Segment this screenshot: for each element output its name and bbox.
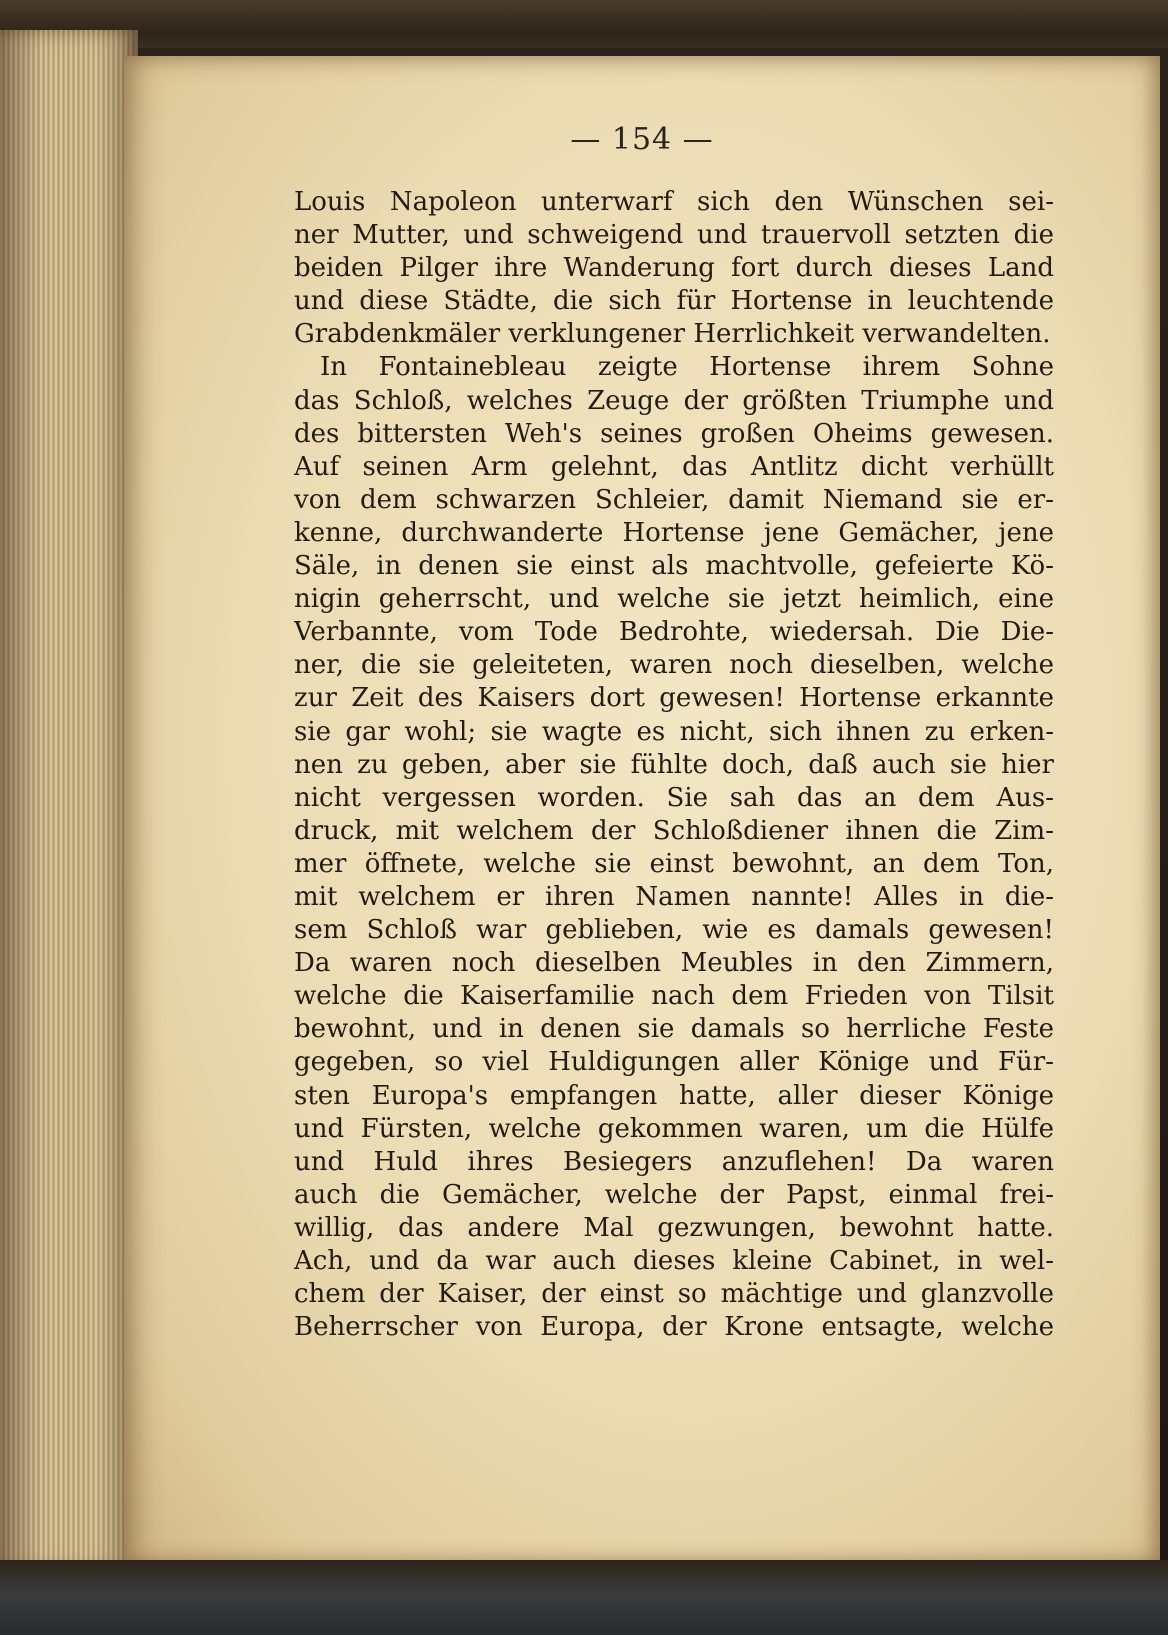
text-line: In Fontainebleau zeigte Hortense ihrem Sohne (320, 352, 1054, 383)
text-line: chem der Kaiser, der einst so mächtige und glanzvolle (294, 1279, 1054, 1310)
text-line: von dem schwarzen Schleier, damit Niemand sie er- (294, 484, 1054, 515)
text-line: auch die Gemächer, welche der Papst, einmal frei- (294, 1179, 1054, 1210)
book-page (124, 56, 1160, 1570)
text-line: kenne, durchwanderte Hortense jene Gemächer, jene (294, 517, 1054, 548)
page-edges (0, 30, 138, 1570)
text-line: und Huld ihres Besiegers anzuflehen! Da waren (294, 1146, 1054, 1177)
text-line: Grabdenkmäler verklungener Herrlichkeit verwandelten. (294, 319, 1051, 350)
text-line: sie gar wohl; sie wagte es nicht, sich ihnen zu erken- (294, 716, 1054, 747)
text-line: zur Zeit des Kaisers dort gewesen! Hortense erkannte (294, 683, 1054, 714)
text-line: gegeben, so viel Huldigungen aller Könige und Für- (294, 1047, 1054, 1078)
text-line: bewohnt, und in denen sie damals so herrliche Feste (294, 1014, 1054, 1045)
text-line: beiden Pilger ihre Wanderung fort durch dieses Land (294, 253, 1054, 284)
text-line: nigin geherrscht, und welche sie jetzt heimlich, eine (294, 584, 1054, 615)
text-line: Louis Napoleon unterwarf sich den Wünschen sei- (294, 187, 1054, 217)
text-line: Da waren noch dieselben Meubles in den Zimmern, (294, 948, 1054, 979)
body-text (294, 186, 1054, 1344)
text-line: und diese Städte, die sich für Hortense in leuchtende (294, 286, 1054, 317)
text-line: nen zu geben, aber sie fühlte doch, daß auch sie hier (294, 749, 1054, 780)
book-cover-top (0, 0, 1168, 48)
text-line: welche die Kaiserfamilie nach dem Frieden von Tilsit (294, 981, 1054, 1012)
text-line: mer öffnete, welche sie einst bewohnt, an dem Ton, (294, 848, 1054, 879)
text-line: des bittersten Weh's seines großen Oheims gewesen. (294, 418, 1054, 449)
text-line: das Schloß, welches Zeuge der größten Triumphe und (294, 385, 1054, 416)
text-line: Säle, in denen sie einst als machtvolle, gefeierte Kö- (294, 551, 1054, 582)
text-line: Auf seinen Arm gelehnt, das Antlitz dicht verhüllt (294, 451, 1054, 482)
book-cover-bottom (0, 1560, 1168, 1635)
text-line: druck, mit welchem der Schloßdiener ihnen die Zim- (294, 815, 1054, 846)
text-line: und Fürsten, welche gekommen waren, um die Hülfe (294, 1113, 1054, 1144)
text-line: nicht vergessen worden. Sie sah das an dem Aus- (294, 782, 1054, 813)
text-line: ner, die sie geleiteten, waren noch dieselben, welche (294, 650, 1054, 681)
text-line: Verbannte, vom Tode Bedrohte, wiedersah. Die Die- (294, 617, 1054, 648)
text-line: sem Schloß war geblieben, wie es damals gewesen! (294, 915, 1054, 946)
text-line: Ach, und da war auch dieses kleine Cabinet, in wel- (294, 1246, 1054, 1276)
text-line: Beherrscher von Europa, der Krone entsagte, welche (294, 1312, 1054, 1343)
page-number: — 154 — (570, 122, 714, 157)
text-line: ner Mutter, und schweigend und trauervoll setzten die (294, 220, 1054, 251)
text-line: sten Europa's empfangen hatte, aller dieser Könige (294, 1080, 1054, 1111)
text-line: mit welchem er ihren Namen nannte! Alles in die- (294, 881, 1054, 912)
text-line: willig, das andere Mal gezwungen, bewohnt hatte. (294, 1212, 1054, 1243)
